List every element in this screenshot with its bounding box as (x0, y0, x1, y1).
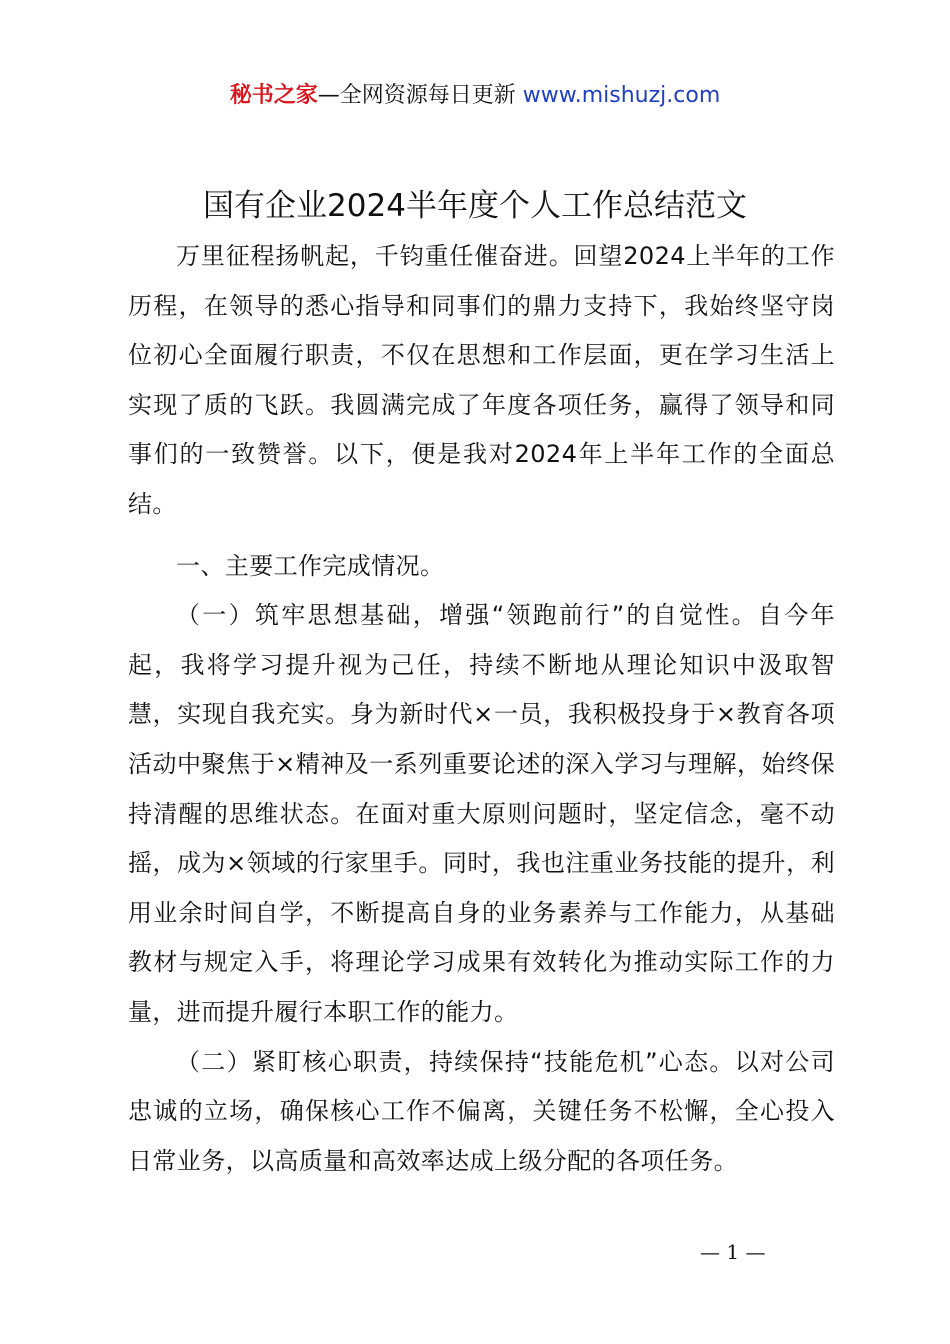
intro-paragraph: 万里征程扬帆起，千钧重任催奋进。回望2024上半年的工作历程，在领导的悉心指导和同事们的鼎力支持下，我始终坚守岗位初心全面履行职责，不仅在思想和工作层面，更在学习生活上实现了质的飞跃。我圆满完成了年度各项任务，赢得了领导和同事们的一致赞誉。以下，便是我对2024年上半年工作的全面总结。 (128, 242, 835, 518)
site-brand: 秘书之家 (229, 83, 318, 108)
site-header (0, 80, 950, 112)
document-title: 国有企业2024半年度个人工作总结范文 (203, 188, 747, 224)
subsection-paragraph-2: （二）紧盯核心职责，持续保持“技能危机”心态。以对公司忠诚的立场，确保核心工作不偏离，关键任务不松懈，全心投入日常业务，以高质量和高效率达成上级分配的各项任务。 (128, 1047, 835, 1175)
page-number: — 1 — (700, 1240, 766, 1264)
site-url-link[interactable]: www.mishuzj.com (522, 83, 721, 108)
site-tagline: —全网资源每日更新 (317, 83, 516, 108)
document-body (128, 232, 835, 1186)
subsection-paragraph-1: （一）筑牢思想基础，增强“领跑前行”的自觉性。自今年起，我将学习提升视为己任，持续不断地从理论知识中汲取智慧，实现自我充实。身为新时代×一员，我积极投身于×教育各项活动中聚焦于×精神及一系列重要论述的深入学习与理解，始终保持清醒的思维状态。在面对重大原则问题时，坚定信念，毫不动摇，成为×领域的行家里手。同时，我也注重业务技能的提升，利用业余时间自学，不断提高自身的业务素养与工作能力，从基础教材与规定入手，将理论学习成果有效转化为推动实际工作的力量，进而提升履行本职工作的能力。 (128, 601, 835, 1026)
section-heading: 一、主要工作完成情况。 (176, 551, 445, 580)
